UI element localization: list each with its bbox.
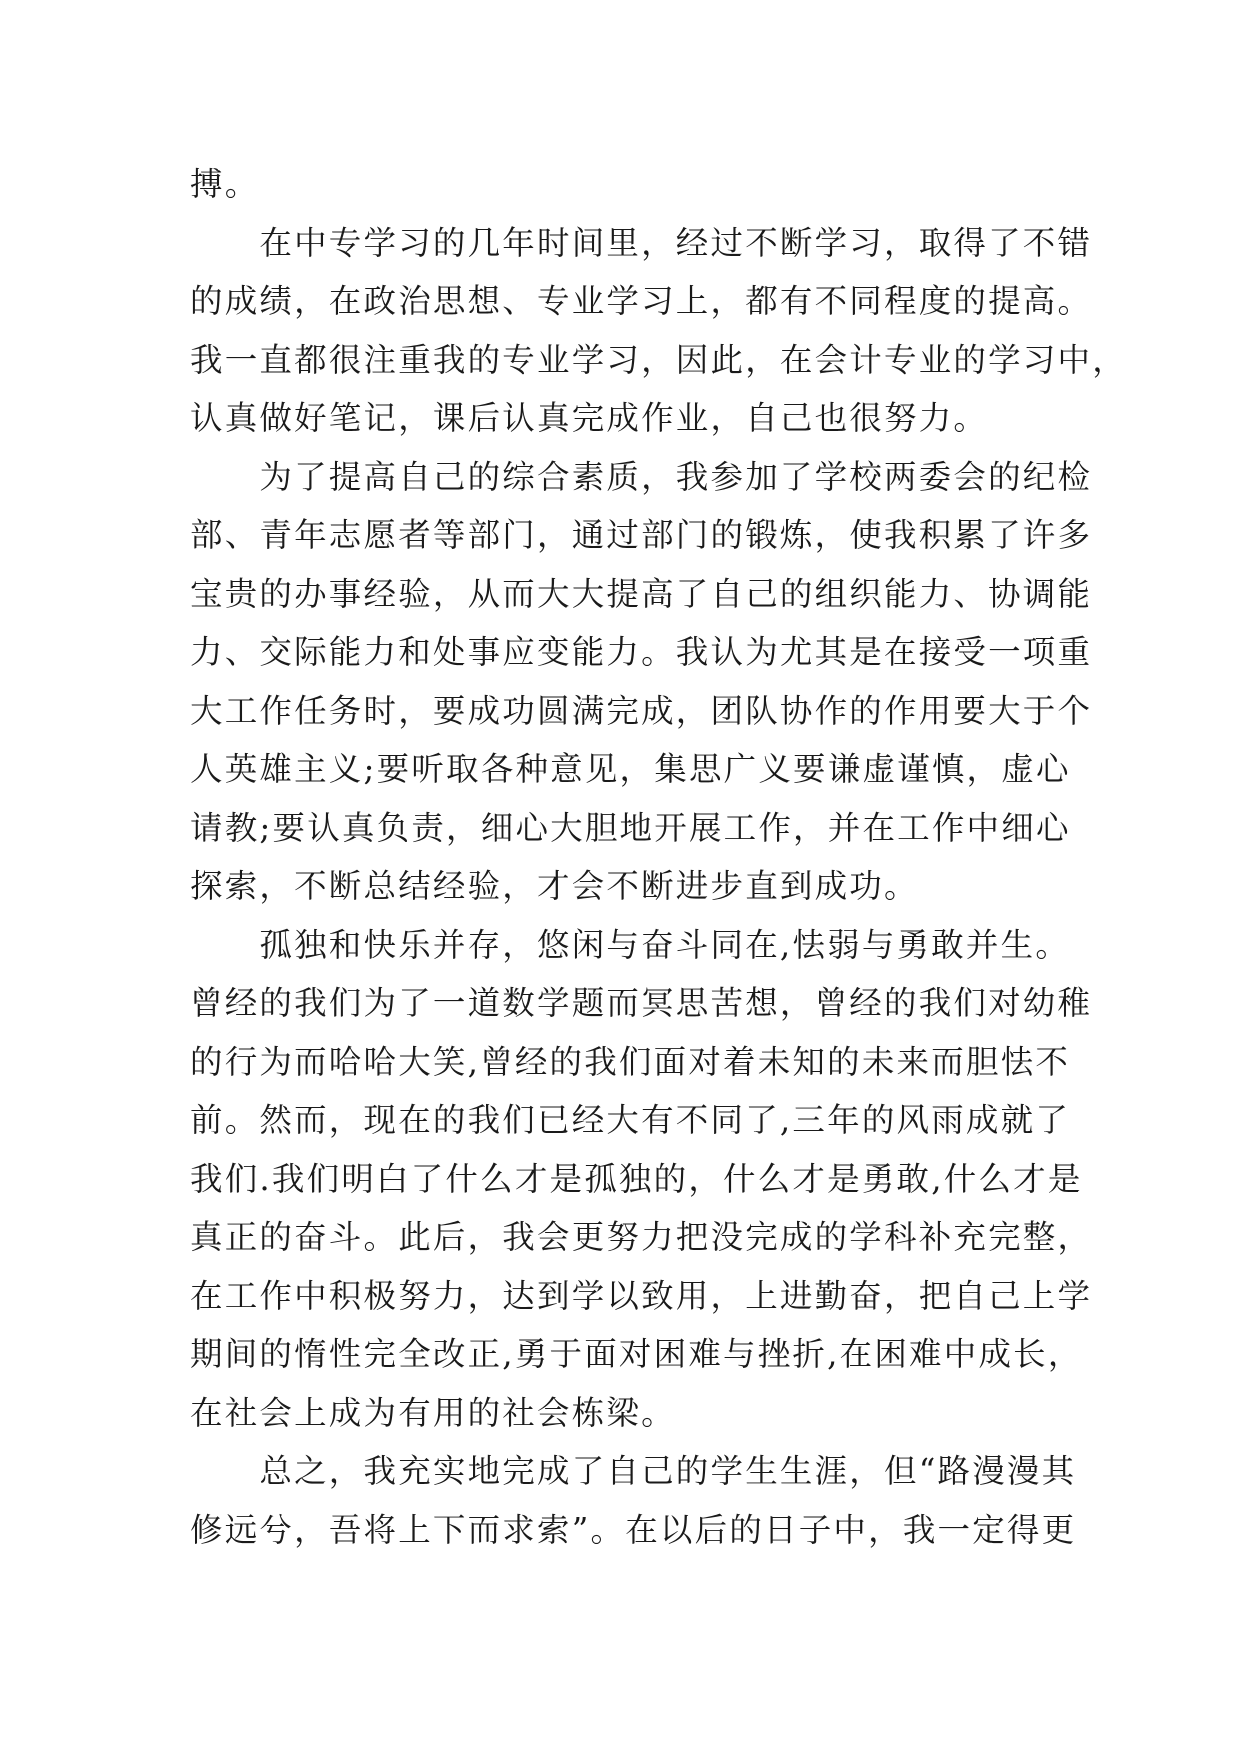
text-line: 总之，我充实地完成了自己的学生生涯，但“路漫漫其 [190,1452,1077,1490]
text-line: 修远兮，吾将上下而求索”。在以后的日子中，我一定得更 [190,1510,1077,1549]
text-line: 为了提高自己的综合素质，我参加了学校两委会的纪检 [190,457,1093,496]
text-line: 我们.我们明白了什么才是孤独的，什么才是勇敢,什么才是 [190,1159,1083,1198]
text-line: 搏。 [190,165,260,203]
text-line: 大工作任务时，要成功圆满完成，团队协作的作用要大于个 [190,691,1093,730]
text-line: 的行为而哈哈大笑,曾经的我们面对着未知的未来而胆怯不 [190,1042,1071,1081]
text-line: 请教;要认真负责，细心大胆地开展工作，并在工作中细心 [190,808,1071,847]
document-body [190,155,1127,1559]
text-line: 孤独和快乐并存，悠闲与奋斗同在,怯弱与勇敢并生。 [190,925,1071,964]
text-line: 在社会上成为有用的社会栋梁。 [190,1393,676,1432]
text-line: 在中专学习的几年时间里，经过不断学习，取得了不错 [190,223,1093,262]
text-line: 人英雄主义;要听取各种意见，集思广义要谦虚谨慎，虚心 [190,750,1071,788]
text-line: 力、交际能力和处事应变能力。我认为尤其是在接受一项重 [190,633,1093,671]
text-line: 前。然而，现在的我们已经大有不同了,三年的风雨成就了 [190,1101,1071,1139]
text-line: 认真做好笔记，课后认真完成作业，自己也很努力。 [190,399,989,437]
text-line: 真正的奋斗。此后，我会更努力把没完成的学科补充完整， [190,1218,1093,1256]
text-line: 在工作中积极努力，达到学以致用，上进勤奋，把自己上学 [190,1276,1093,1315]
text-line: 宝贵的办事经验，从而大大提高了自己的组织能力、协调能 [190,574,1093,613]
text-line: 期间的惰性完全改正,勇于面对困难与挫折,在困难中成长， [190,1335,1083,1373]
text-line: 部、青年志愿者等部门，通过部门的锻炼，使我积累了许多 [190,516,1093,554]
text-line: 曾经的我们为了一道数学题而冥思苦想，曾经的我们对幼稚 [190,984,1093,1022]
text-line: 的成绩，在政治思想、专业学习上，都有不同程度的提高。 [190,282,1093,320]
text-line: 我一直都很注重我的专业学习，因此，在会计专业的学习中， [190,340,1127,379]
text-line: 探索，不断总结经验，才会不断进步直到成功。 [190,867,919,905]
